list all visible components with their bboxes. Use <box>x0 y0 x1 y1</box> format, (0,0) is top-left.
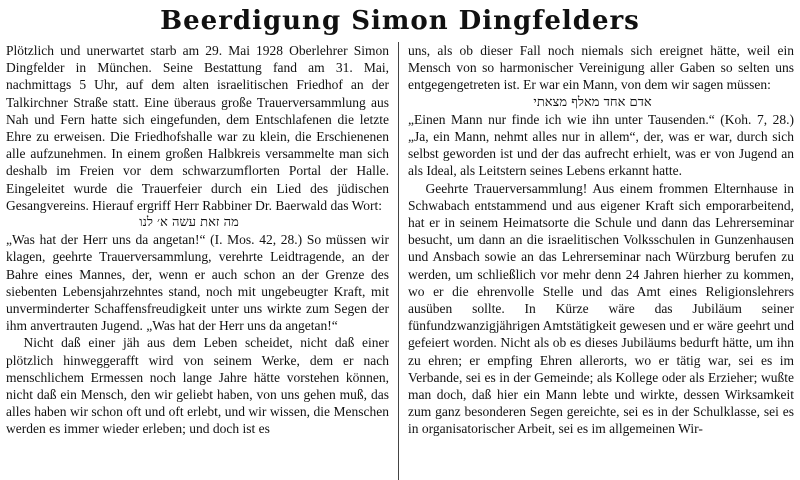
paragraph-koheleth: „Einen Mann nur finde ich wie ihn unter Tausenden.“ (Koh. 7, 28.) „Ja, ein Mann, nehmt alles nur in allem“, der, was er war, durch sich selbst geworden ist und der das aufrecht erhielt, was er von Jugend an als Ideal, als Leitstern seines Lebens erkannt hatte. <box>408 111 794 179</box>
right-column <box>408 42 794 438</box>
column-divider <box>398 42 399 480</box>
paragraph-quote: „Was hat der Herr uns da angetan!“ (I. Mos. 42, 28.) So müssen wir klagen, geehrte Trauerversammlung, verehrte Leidtragende, an der Bahre eines Mannes, der, wenn er auch schon an der Grenze des siebenten Lebensjahrzehntes stand, noch mit ungebeugter Kraft, mit unverminderter Schaffensfreudigkeit unter uns wirkte zum Segen der ihm anvertrauten Jugend. „Was hat der Herr uns da angetan!“ <box>6 232 389 334</box>
paragraph-reflection: Nicht daß einer jäh aus dem Leben scheidet, nicht daß einer plötzlich hinweggerafft wird von seinem Werke, dem er nach menschlichem Ermessen noch lange Jahre hätte vorstehen können, nicht daß ein Mensch, den wir geliebt haben, von uns gehen muß, das alles haben wir schon oft und oft erlebt, und wir wissen, die Menschen werden es immer wieder erleben; und doch ist es <box>6 335 389 437</box>
paragraph-biography: Geehrte Trauerversammlung! Aus einem frommen Elternhause in Schwabach entstammend und aus eigener Kraft sich emporarbeitend, hat er in seinem Heimatsorte die Schule und dann das Lehrerseminar besucht, um dann an die israelitischen Volksschulen in Gunzenhausen und Ansbach sowie an das Lehrerseminar nach Würzburg berufen zu werden, um schließlich vor mehr denn 24 Jahren hierher zu kommen, wo er die ehrenvolle Stelle und das Amt eines Religionslehrers ausüben sollte. In Kürze wäre das Jubiläum seiner fünfundzwanzigjährigen Amtstätigkeit gewesen und er wäre geehrt und gefeiert worden. Nicht als ob es dieses Jubiläums bedurft hätte, um ihn zu ehren; er empfing Ehren allerorts, wo er tätig war, sei es im Verbande, sei es in der Gemeinde; als Kollege oder als Erzieher; wußte man doch, daß hier ein Mann lebte und wirkte, dessen Wirksamkeit zum ganz besonderen Segen gereichte, sei es in der Schulklasse, sei es in organisatorischer Arbeit, sei es im allgemeinen Wir- <box>408 180 794 437</box>
paragraph-intro: Plötzlich und unerwartet starb am 29. Mai 1928 Oberlehrer Simon Dingfelder in München. Seine Bestattung fand am 31. Mai, nachmittags 5 Uhr, auf dem alten israelitischen Friedhof an der Talkirchner Straße statt. Eine überaus große Trauerversammlung aus Nah und Fern hatte sich eingefunden, dem Entschlafenen die letzte Ehre zu erweisen. Die Friedhofshalle war zu klein, die Erschienenen alle aufzunehmen. In einem großen Halbkreis versammelte man sich deshalb im Freien vor dem schwarzumflorten Portal der Halle. Eingeleitet wurde die Trauerfeier durch ein Lied des jüdischen Gesangvereins. Hierauf ergriff Herr Rabbiner Dr. Baerwald das Wort: <box>6 43 389 213</box>
left-column <box>6 42 389 438</box>
hebrew-quote-2: אדם אחד מאלף מצאתי <box>533 94 652 110</box>
article-title: Beerdigung Simon Dingfelders <box>160 6 640 36</box>
hebrew-quote-1: מה זאת עשה א׳ לנו <box>139 215 239 231</box>
paragraph-continuation: uns, als ob dieser Fall noch niemals sich ereignet hätte, weil ein Mensch von so harmonischer Vereinigung aller Gaben so selten uns entgegengetreten ist. Er war ein Mann, von dem wir sagen müssen: <box>408 43 794 93</box>
